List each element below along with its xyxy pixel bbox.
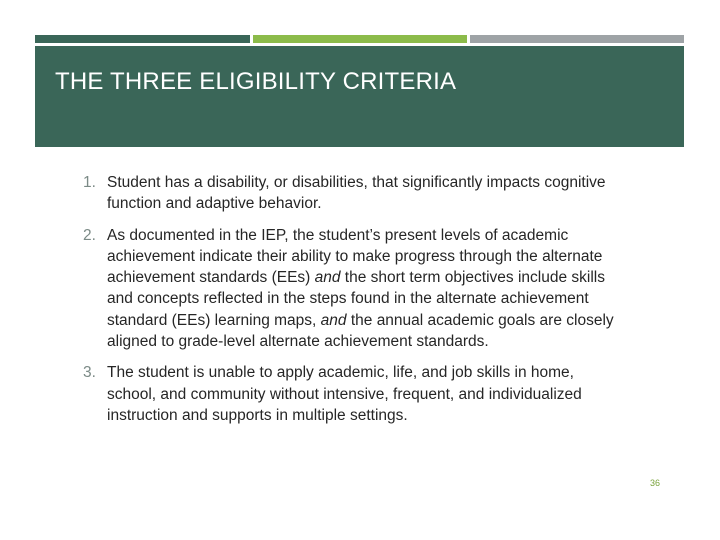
title-band [35, 46, 684, 147]
criteria-number: 1. [83, 174, 96, 191]
criteria-number: 3. [83, 364, 96, 382]
criteria-number: 2. [83, 226, 96, 244]
criteria-item-3 [83, 362, 623, 426]
criteria-text: the short term objectives include skills and concepts reflected in the steps found in the alternate achievement standard (EEs) learning maps, [107, 269, 605, 329]
accent-bar-dark-green [35, 35, 250, 43]
criteria-text: As documented in the IEP, the student’s present levels of academic achievement indicate their ability to make progress through the alternate achievement standards (EEs) [107, 226, 603, 287]
criteria-emphasis: and [320, 311, 347, 329]
criteria-text: the annual academic goals are closely aligned to grade-level alternate achievement standards. [107, 311, 614, 351]
criteria-emphasis: and [314, 269, 341, 287]
accent-bar-gray [470, 35, 684, 43]
criteria-text: Student has a disability, or disabilities, that significantly impacts cognitive function and adaptive behavior. [107, 174, 606, 213]
criteria-item-1 [83, 172, 623, 215]
page-number: 36 [650, 478, 661, 488]
criteria-list [83, 172, 623, 436]
criteria-text: The student is unable to apply academic, life, and job skills in home, school, and community without intensive, frequent, and individualized instruction and supports in multiple settings. [107, 364, 582, 424]
criteria-item-2 [83, 225, 623, 353]
accent-bar-light-green [253, 35, 467, 43]
slide-title: THE THREE ELIGIBILITY CRITERIA [55, 68, 457, 95]
